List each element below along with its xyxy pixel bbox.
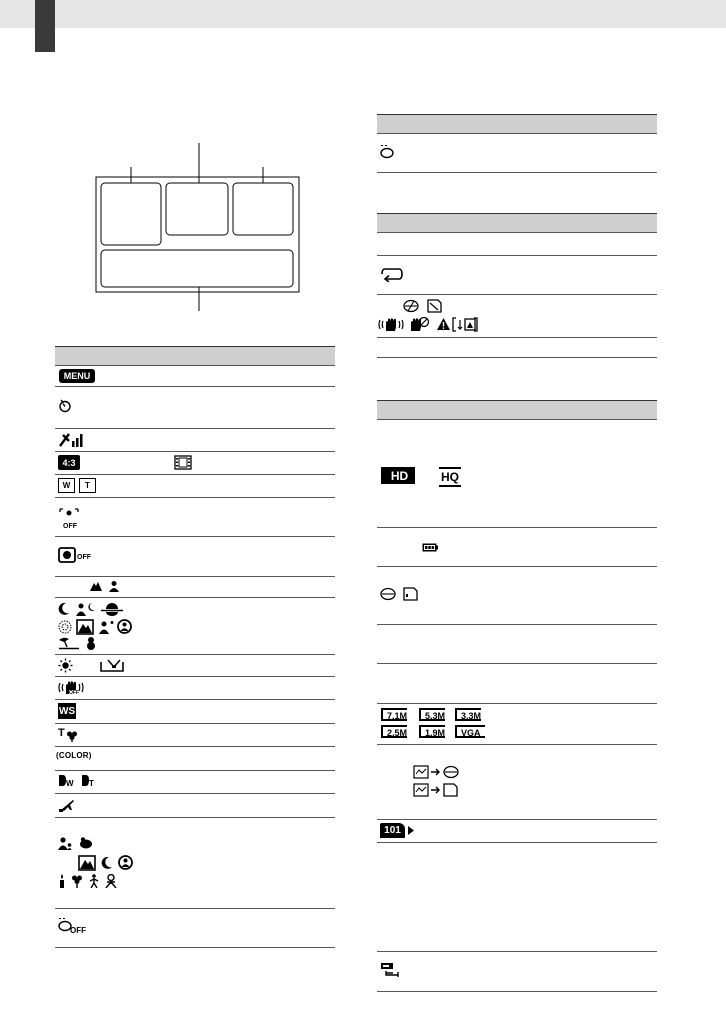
table-header bbox=[377, 400, 657, 419]
self-timer-icon bbox=[58, 399, 72, 413]
image-size-label: 7.1M bbox=[387, 711, 408, 721]
table-row bbox=[55, 909, 335, 948]
table-row bbox=[377, 625, 657, 664]
battery-icon bbox=[422, 543, 438, 552]
gps-signal-icon bbox=[58, 432, 84, 448]
table-row bbox=[55, 655, 335, 677]
x-v-color-open: ( bbox=[56, 751, 59, 760]
digital-zoom-wide-icon bbox=[58, 774, 76, 790]
table-row bbox=[55, 771, 335, 794]
candle-icon bbox=[58, 874, 66, 888]
image-size-label: 5.3M bbox=[425, 711, 446, 721]
table-row bbox=[55, 577, 335, 598]
steadyshot-off-label: OFF bbox=[69, 690, 79, 696]
aspect-4-3-icon bbox=[58, 455, 80, 470]
image-size-1.9m bbox=[419, 725, 445, 738]
medium-mode-off-icon bbox=[58, 918, 92, 940]
lcd-screen-diagram bbox=[95, 143, 300, 313]
landscape-icon bbox=[78, 855, 96, 871]
digital-zoom-tele-label: T bbox=[89, 779, 94, 788]
table-row bbox=[377, 232, 657, 256]
hard-disk-icon bbox=[380, 145, 394, 159]
table-row bbox=[377, 528, 657, 567]
aspect-label: 4:3 bbox=[62, 457, 76, 468]
spotlight-icon bbox=[117, 619, 132, 634]
face-index-off-icon bbox=[59, 505, 81, 530]
wide-conversion-icon bbox=[58, 478, 75, 493]
x-v-color-icon bbox=[56, 751, 92, 760]
hd-quality-icon bbox=[381, 467, 415, 484]
copy-to-card-icon bbox=[413, 783, 463, 797]
image-size-7.1m bbox=[381, 708, 407, 721]
table-row bbox=[55, 537, 335, 577]
film-roll-icon bbox=[174, 455, 192, 470]
snow-icon bbox=[85, 636, 97, 650]
warning-icon bbox=[436, 317, 451, 331]
table-row bbox=[377, 133, 657, 173]
flight-mode-icon bbox=[58, 797, 76, 813]
folder-icon bbox=[380, 823, 405, 838]
table-row bbox=[55, 794, 335, 818]
table-header bbox=[377, 213, 657, 232]
table-row bbox=[377, 567, 657, 625]
digital-zoom-wide-label: W bbox=[66, 779, 74, 788]
wide-select-icon bbox=[58, 703, 76, 719]
camera-shake-icon bbox=[408, 317, 430, 332]
sun-icon bbox=[58, 658, 73, 673]
steadyshot-warning-icon bbox=[378, 317, 404, 332]
flower-icon bbox=[71, 874, 83, 888]
memory-card-error-icon bbox=[426, 299, 442, 313]
table-row bbox=[55, 818, 335, 909]
tripod-icon bbox=[104, 874, 118, 888]
menu-label: MENU bbox=[63, 371, 91, 381]
table-row bbox=[377, 256, 657, 295]
media-icon bbox=[452, 317, 478, 332]
wide-select-label: WS bbox=[58, 705, 76, 717]
hq-quality-icon bbox=[439, 467, 461, 487]
x-v-color-close: ) bbox=[88, 751, 92, 760]
tele-label: T bbox=[85, 481, 90, 490]
tele-macro-label: T bbox=[58, 727, 65, 739]
image-size-5.3m bbox=[419, 708, 445, 721]
table-row bbox=[55, 724, 335, 747]
table-row bbox=[377, 843, 657, 952]
image-size-label: 1.9M bbox=[425, 728, 446, 738]
hd-label: HD bbox=[390, 468, 409, 483]
usb-connection-icon bbox=[380, 962, 400, 978]
table-row bbox=[55, 498, 335, 537]
portrait-icon bbox=[108, 580, 120, 592]
image-size-3.3m bbox=[455, 708, 481, 721]
section-marker bbox=[35, 0, 55, 52]
pet-icon bbox=[79, 836, 93, 850]
table-header bbox=[377, 114, 657, 133]
hard-disk-icon bbox=[380, 587, 396, 601]
face-index-off-label: OFF bbox=[63, 523, 77, 530]
table-row bbox=[377, 295, 657, 338]
table-row bbox=[55, 452, 335, 475]
fireworks-icon bbox=[58, 620, 72, 634]
night-scene-icon bbox=[58, 602, 70, 616]
image-size-label: VGA bbox=[461, 728, 481, 738]
table-row bbox=[377, 745, 657, 820]
table-row bbox=[377, 820, 657, 843]
night-icon bbox=[101, 856, 113, 870]
mountain-icon bbox=[89, 580, 103, 592]
table-row bbox=[55, 387, 335, 429]
table-row bbox=[377, 952, 657, 992]
right-indicator-table-3 bbox=[377, 400, 657, 992]
x-v-color-label: COLOR bbox=[58, 751, 89, 760]
portrait-icon bbox=[99, 620, 115, 634]
table-row bbox=[377, 704, 657, 745]
image-size-vga bbox=[455, 725, 485, 738]
table-row bbox=[55, 598, 335, 655]
face-detection-off-icon bbox=[58, 547, 92, 567]
tele-macro-icon bbox=[58, 727, 82, 743]
hq-label: HQ bbox=[441, 470, 459, 484]
sunrise-sunset-icon bbox=[101, 602, 123, 616]
image-size-label: 3.3M bbox=[461, 711, 482, 721]
play-arrow-icon bbox=[408, 826, 414, 835]
baby-icon bbox=[58, 836, 72, 850]
left-indicator-table bbox=[55, 346, 335, 948]
table-header bbox=[55, 346, 335, 365]
spotlight-icon bbox=[118, 855, 133, 870]
image-size-icon bbox=[381, 708, 501, 742]
folder-number-label: 101 bbox=[384, 825, 401, 836]
medium-mode-off-label: OFF bbox=[70, 926, 86, 935]
table-row bbox=[55, 700, 335, 724]
table-row bbox=[377, 419, 657, 528]
right-indicator-table-1 bbox=[377, 114, 657, 173]
table-row bbox=[55, 747, 335, 771]
database-error-icon bbox=[403, 299, 419, 313]
header-bar bbox=[0, 0, 726, 28]
face-detection-off-label: OFF bbox=[77, 554, 91, 561]
table-row bbox=[55, 429, 335, 452]
menu-button-icon bbox=[59, 369, 95, 383]
image-size-label: 2.5M bbox=[387, 728, 408, 738]
table-row bbox=[55, 475, 335, 498]
right-indicator-table-2 bbox=[377, 213, 657, 358]
walking-icon bbox=[88, 874, 100, 888]
white-balance-one-push-icon bbox=[100, 658, 124, 672]
table-row bbox=[377, 338, 657, 358]
beach-icon bbox=[58, 636, 80, 650]
image-size-2.5m bbox=[381, 725, 407, 738]
digital-zoom-tele-icon bbox=[81, 774, 99, 790]
tele-conversion-icon bbox=[79, 478, 96, 493]
landscape-icon bbox=[76, 619, 94, 635]
table-row bbox=[55, 365, 335, 387]
copy-to-hdd-icon bbox=[413, 765, 463, 779]
repeat-icon bbox=[380, 266, 404, 282]
table-row bbox=[55, 677, 335, 700]
memory-card-icon bbox=[402, 587, 418, 601]
steadyshot-off-icon bbox=[58, 680, 92, 696]
night-portrait-icon bbox=[76, 602, 96, 616]
table-row bbox=[377, 664, 657, 704]
wide-label: W bbox=[62, 481, 71, 490]
